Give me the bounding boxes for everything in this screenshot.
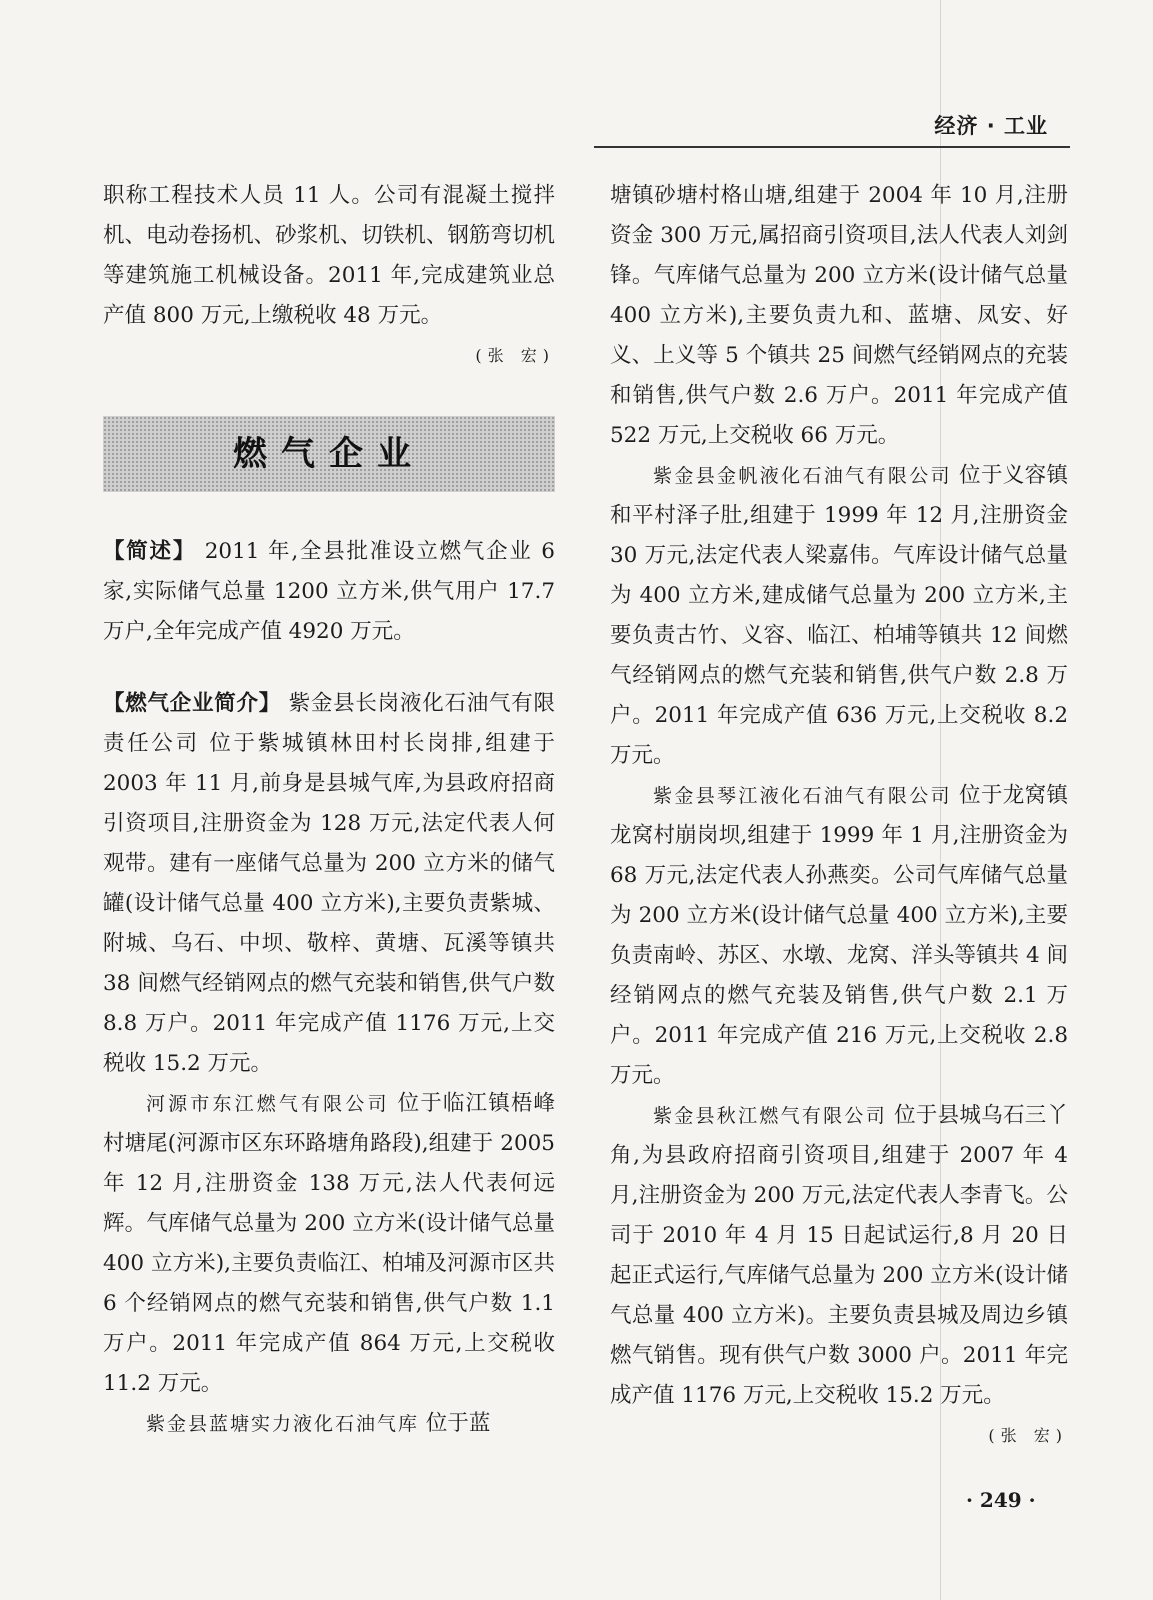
section-title: 燃气企业 bbox=[233, 434, 425, 474]
spacer bbox=[103, 652, 555, 684]
company-name: 紫金县秋江燃气有限公司 bbox=[653, 1105, 887, 1127]
summary-text: 2011 年,全县批准设立燃气企业 6 家,实际储气总量 1200 立方米,供气用户 17.7 万户,全年完成产值 4920 万元。 bbox=[103, 539, 555, 644]
author-credit: (张 宏) bbox=[988, 1426, 1068, 1445]
summary-label: 【简述】 bbox=[103, 539, 197, 564]
author-credit: (张 宏) bbox=[475, 346, 555, 365]
paragraph-continued: 塘镇砂塘村格山塘,组建于 2004 年 10 月,注册资金 300 万元,属招商引资项目,法人代表人刘剑锋。气库储气总量为 200 立方米(设计储气总量 400 立方米),主要负责九和、蓝塘、凤安、好义、上义等 5 个镇共 25 间燃气经销网点的充装和销售,供气户数 2.6 万户。2011 年完成产值 522 万元,上交税收 66 万元。 bbox=[610, 183, 1068, 448]
company-paragraph bbox=[610, 456, 1068, 776]
intro-paragraph bbox=[103, 684, 555, 1084]
paragraph-continued: 职称工程技术人员 11 人。公司有混凝土搅拌机、电动卷扬机、砂浆机、切铁机、钢筋弯切机等建筑施工机械设备。2011 年,完成建筑业总产值 800 万元,上缴税收 48 万元。 bbox=[103, 183, 555, 328]
company-text: 位于龙窝镇龙窝村崩岗坝,组建于 1999 年 1 月,注册资金为 68 万元,法定代表人孙燕奕。公司气库储气总量为 200 立方米(设计储气总量 400 立方米),主要负责南岭、苏区、水墩、龙窝、洋头等镇共 4 间经销网点的燃气充装及销售,供气户数 2.1 万户。2011 年完成产值 216 万元,上交税收 2.8 万元。 bbox=[610, 783, 1068, 1088]
summary-paragraph bbox=[103, 532, 555, 652]
company-name: 河源市东江燃气有限公司 bbox=[146, 1093, 390, 1115]
intro-company: 紫金县长岗液化石油气有限责任公司 bbox=[103, 691, 555, 756]
company-text: 位于义容镇和平村泽子肚,组建于 1999 年 12 月,注册资金 30 万元,法定代表人梁嘉伟。气库设计储气总量为 400 立方米,建成储气总量为 200 立方米,主要负责古竹、义容、临江、柏埔等镇共 12 间燃气经销网点的燃气充装和销售,供气户数 2.8 万户。2011 年完成产值 636 万元,上交税收 8.2 万元。 bbox=[610, 463, 1068, 768]
right-column bbox=[610, 176, 1068, 1456]
company-name: 紫金县金帆液化石油气有限公司 bbox=[653, 465, 952, 487]
running-header bbox=[594, 106, 1070, 148]
company-text: 位于临江镇梧峰村塘尾(河源市区东环路塘角路段),组建于 2005 年 12 月,注册资金 138 万元,法人代表何远辉。气库储气总量为 200 立方米(设计储气总量 400 立方米),主要负责临江、柏埔及河源市区共 6 个经销网点的燃气充装和销售,供气户数 1.1 万户。2011 年完成产值 864 万元,上交税收 11.2 万元。 bbox=[103, 1091, 555, 1396]
intro-text: 位于紫城镇林田村长岗排,组建于 2003 年 11 月,前身是县城气库,为县政府招商引资项目,注册资金为 128 万元,法定代表人何观带。建有一座储气总量为 200 立方米的储气罐(设计储气总量 400 立方米),主要负责紫城、附城、乌石、中坝、敬梓、黄塘、瓦溪等镇共 38 间燃气经销网点的燃气充装和销售,供气户数 8.8 万户。2011 年完成产值 1176 万元,上交税收 15.2 万元。 bbox=[103, 731, 555, 1076]
company-paragraph bbox=[610, 776, 1068, 1096]
left-column bbox=[103, 176, 555, 1444]
company-name: 紫金县蓝塘实力液化石油气库 bbox=[146, 1413, 420, 1435]
company-name: 紫金县琴江液化石油气有限公司 bbox=[653, 785, 952, 807]
intro-label: 【燃气企业简介】 bbox=[103, 691, 282, 716]
company-text: 位于县城乌石三丫角,为县政府招商引资项目,组建于 2007 年 4 月,注册资金为 200 万元,法定代表人李青飞。公司于 2010 年 4 月 15 日起试运行,8 月 20 日起正式运行,气库储气总量为 200 立方米(设计储气总量 400 立方米)。主要负责县城及周边乡镇燃气销售。现有供气户数 3000 户。2011 年完成产值 1176 万元,上交税收 15.2 万元。 bbox=[610, 1103, 1068, 1408]
company-paragraph bbox=[103, 1404, 555, 1444]
page-number: · 249 · bbox=[966, 1488, 1036, 1512]
company-paragraph bbox=[103, 1084, 555, 1404]
company-text: 位于蓝 bbox=[419, 1411, 491, 1436]
header-title: 经济 · 工业 bbox=[934, 114, 1048, 138]
company-paragraph bbox=[610, 1096, 1068, 1416]
section-banner bbox=[103, 416, 555, 492]
